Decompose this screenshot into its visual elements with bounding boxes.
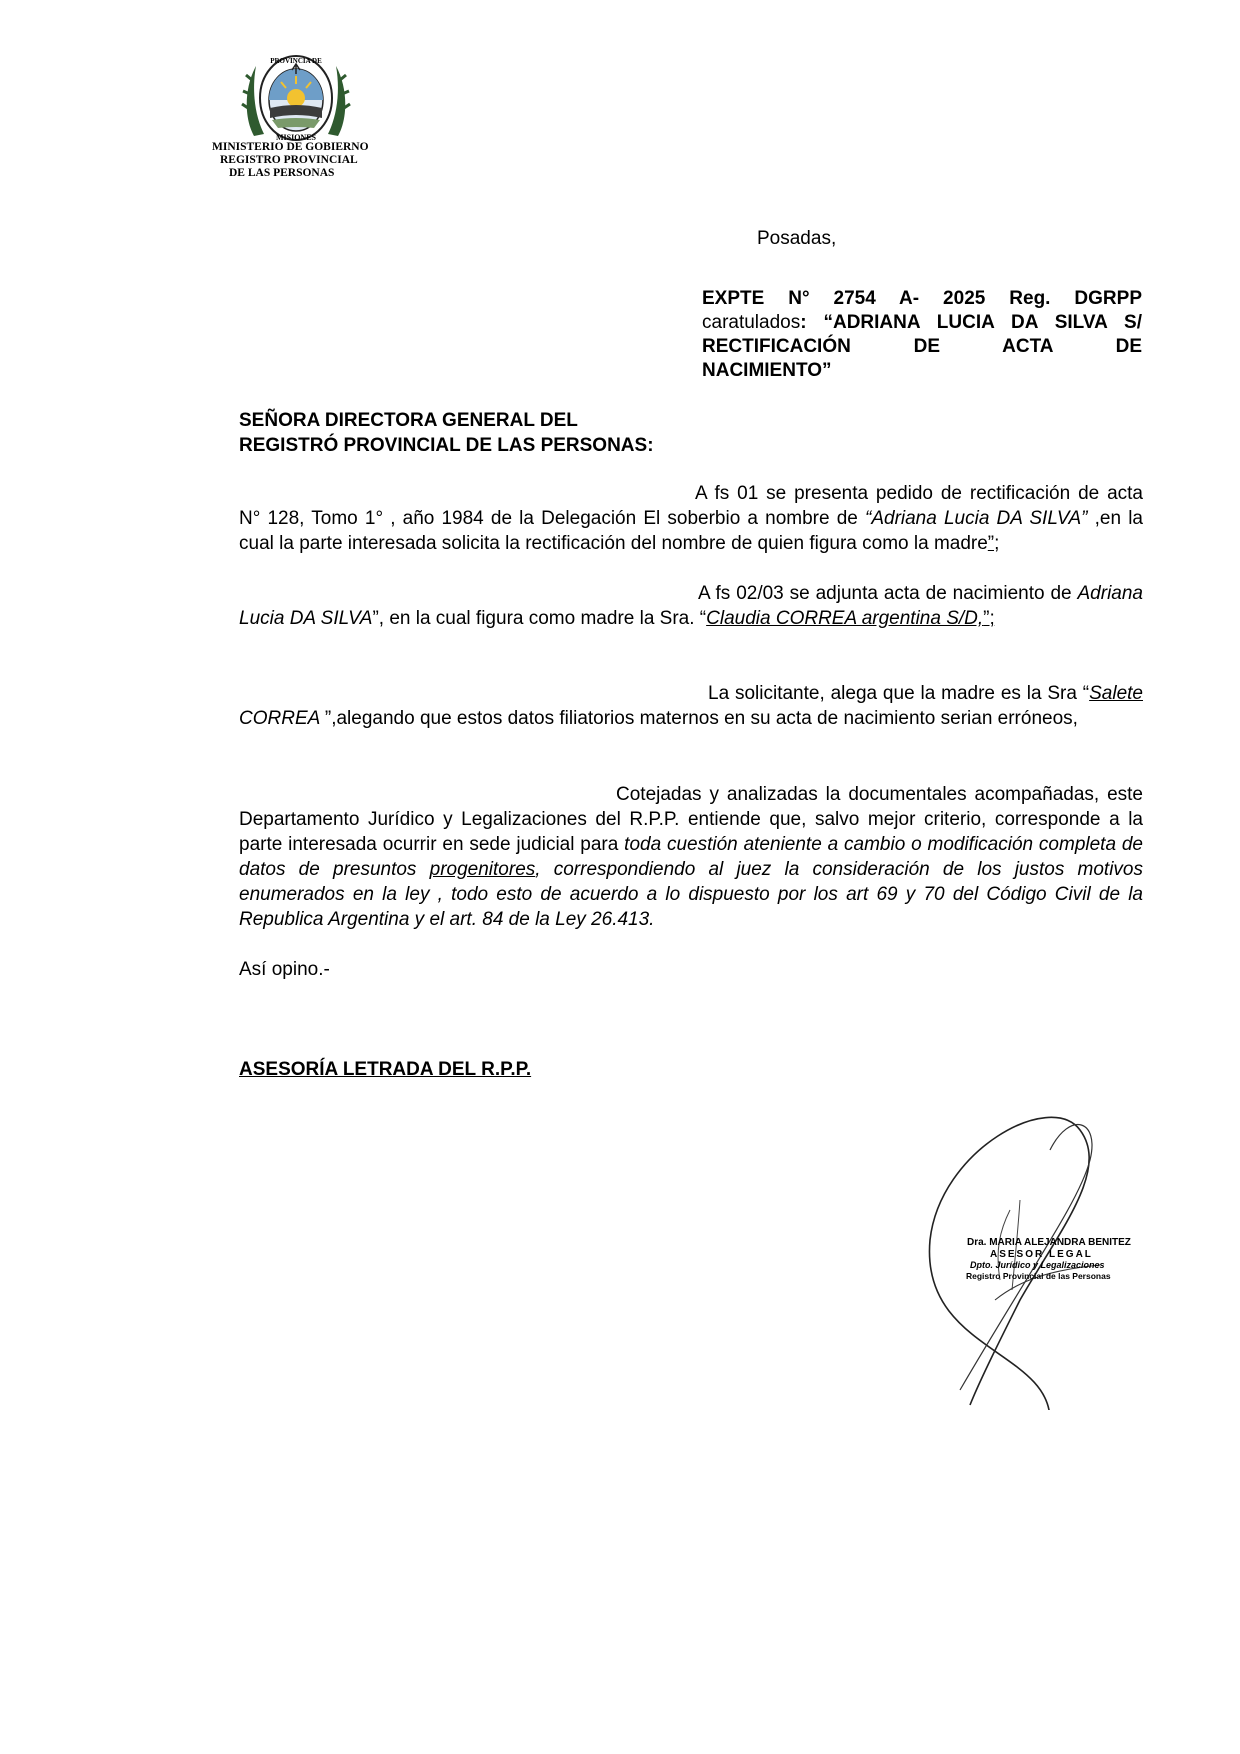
paragraph-2 [239,581,1143,631]
stamp-line2: ASESOR LEGAL [990,1249,1093,1260]
place-date: Posadas, [757,228,837,249]
paragraph-3 [239,681,1143,731]
signature-stamp [966,1237,1131,1281]
p3-text-a: La solicitante, alega que la madre es la Sra “ [708,683,1090,704]
handwritten-signature [900,1090,1140,1410]
addressee-line1: SEÑORA DIRECTORA GENERAL DEL [239,410,578,431]
office-signature: ASESORÍA LETRADA DEL R.P.P. [239,1059,532,1080]
p1-text-a: A fs 01 se presenta pedido de rectificación de acta N° 128, Tomo 1° , año 1984 de la Delegación El soberbio a nombre de [239,483,1143,529]
p1-end: ”; [987,533,1000,554]
ministry-line: REGISTRO PROVINCIAL [220,154,358,166]
p4-italic-underlined: progenitores [429,859,536,880]
seal-sun [287,89,305,107]
case-title-part1: “ADRIANA LUCIA DA SILVA S/ [806,312,1142,333]
p1-text-b: ,en la cual la parte interesada solicita la rectificación del nombre de quien figura como la madre [239,508,1143,554]
addressee-line2: REGISTRÓ PROVINCIAL DE LAS PERSONAS: [239,435,654,456]
p3-name-b: CORREA [239,708,325,729]
stamp-line3: Dpto. Jurídico y Legalizaciones [970,1260,1105,1270]
p2-text-a: A fs 02/03 se adjunta acta de nacimiento de [698,583,1078,604]
p1-name: “Adriana Lucia DA SILVA” [865,508,1088,529]
p4-italic-a: toda cuestión ateniente a cambio o modificación completa de datos de presuntos [239,834,1143,880]
caratulados-label: caratulados [702,312,801,333]
seal-text-top: PROVINCIA DE [270,57,322,65]
p2-end: ”; [983,608,995,629]
ministry-line: DE LAS PERSONAS [229,167,335,179]
p2-text-b: ”, en la cual figura como madre la Sra. “ [372,608,707,629]
closing: Así opino.- [239,959,330,980]
p3-text-b: ”,alegando que estos datos filiatorios maternos en su acta de nacimiento serian erróneos, [324,708,1078,729]
misiones-seal [240,48,352,144]
addressee [239,408,654,458]
caratulados-colon: : [800,312,807,333]
paragraph-4 [239,782,1143,932]
stamp-line4: Registro Provincial de las Personas [966,1271,1111,1281]
ministry-heading [212,141,369,180]
p2-mother: Claudia CORREA argentina S/D, [706,608,984,629]
seal-text-bottom: MISIONES [275,133,317,142]
p3-name-a: Salete [1089,683,1143,704]
ministry-line: MINISTERIO DE GOBIERNO [212,141,369,153]
p2-name: Adriana Lucia DA SILVA [239,583,1143,629]
stamp-line1: Dra. MARIA ALEJANDRA BENITEZ [967,1237,1131,1248]
case-reference [702,287,1142,383]
case-title-part3: NACIMIENTO” [702,360,832,381]
p4-italic-b: , correspondiendo al juez la consideración de los justos motivos enumerados en la ley , todo esto de acuerdo a lo dispuesto por los art 69 y 70 del Código Civil de la Republica Argentina y el art. 84 de la Ley 26.413. [239,859,1143,930]
paragraph-1 [239,481,1143,556]
case-title-part2: RECTIFICACIÓN DE ACTA DE [702,336,1142,357]
case-number: EXPTE N° 2754 A- 2025 Reg. DGRPP [702,288,1142,309]
p4-text-a: Cotejadas y analizadas la documentales acompañadas, este Departamento Jurídico y Legalizaciones del R.P.P. entiende que, salvo mejor criterio, corresponde a la parte interesada ocurrir en sede judicial para [239,784,1143,855]
